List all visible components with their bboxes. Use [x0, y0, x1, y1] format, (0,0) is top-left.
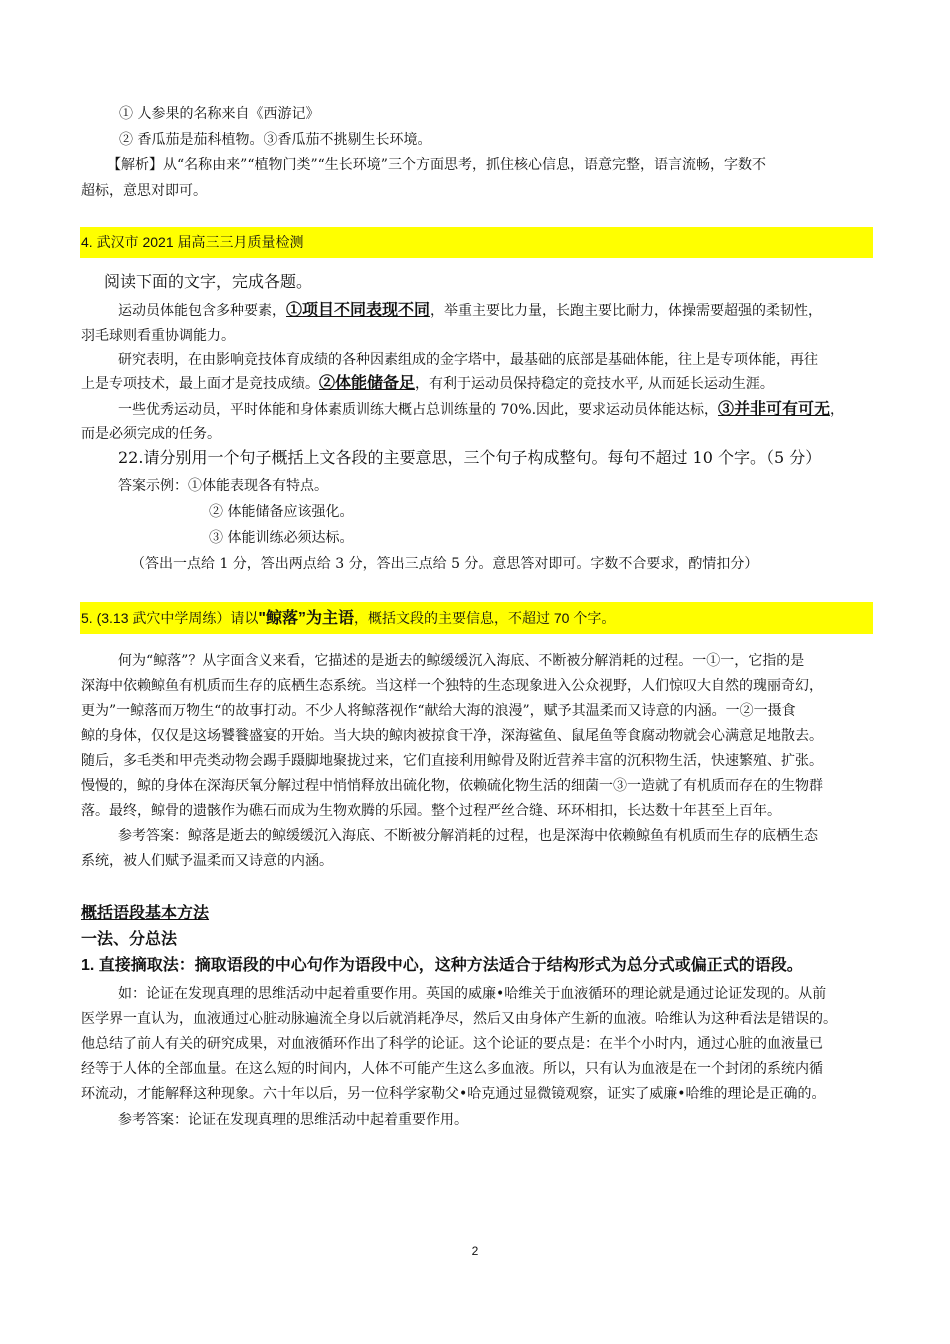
- page-number: 2: [471, 1244, 479, 1258]
- q4-para1-line2: 羽毛球则看重协调能力。: [81, 328, 235, 344]
- q4-para1-text-a: 运动员体能包含多种要素，: [118, 303, 286, 319]
- q5-heading: [81, 603, 615, 634]
- method-subtitle: 一法、分总法: [81, 931, 178, 948]
- answer-line-1: ① 人参果的名称来自《西游记》: [119, 106, 320, 122]
- q4-answer-1: 答案示例：①体能表现各有特点。: [118, 478, 328, 494]
- method-example-line-4: 经等于人体的全部血量。在这么短的时间内，人体不可能产生这么多血液。所以，只有认为血液是在一个封闭的系统内循: [81, 1061, 823, 1077]
- method-example-line-2: 医学界一直认为，血液通过心脏动脉遍流全身以后就消耗净尽，然后又由身体产生新的血液。哈维认为这种看法是错误的。: [81, 1011, 837, 1027]
- q4-blank-3: ③并非可有可无: [718, 401, 831, 418]
- q5-passage-line-4: 鲸的身体，仅仅是这场饕餮盛宴的开始。当大块的鲸肉被掠食干净，深海鲨鱼、鼠尾鱼等食腐动物就会心满意足地散去。: [81, 728, 823, 744]
- q5-passage-line-5: 随后，多毛类和甲壳类动物会踢手蹑脚地聚拢过来，它们直接利用鲸骨及附近营养丰富的沉积物生活，快速繁殖、扩张。: [81, 753, 823, 769]
- q5-passage-line-6: 慢慢的，鲸的身体在深海厌氧分解过程中悄悄释放出硫化物，依赖硫化物生活的细菌一③一造就了有机质而存在的生物群: [81, 778, 823, 794]
- q5-passage-line-3: 更为”一鲸落而万物生“的故事打动。不少人将鲸落视作“献给大海的浪漫”，赋予其温柔而又诗意的内涵。一②一摄食: [81, 703, 796, 719]
- q5-answer-line-2: 系统，被人们赋予温柔而又诗意的内涵。: [81, 853, 333, 869]
- method-example-line-3: 他总结了前人有关的研究成果，对血液循环作出了科学的论证。这个论证的要点是：在半个小时内，通过心脏的血液量已: [81, 1036, 823, 1052]
- q4-blank-2: ②体能储备足: [319, 375, 416, 392]
- q4-heading: 4. 武汉市 2021 届高三三月质量检测: [81, 234, 304, 250]
- method-answer: 参考答案：论证在发现真理的思维活动中起着重要作用。: [118, 1112, 468, 1128]
- q5-answer-line-1: 参考答案：鲸落是逝去的鲸缓缓沉入海底、不断被分解消耗的过程，也是深海中依赖鲸鱼有机质而生存的底栖生态: [118, 828, 818, 844]
- q5-passage-line-1: 何为“鲸落”？从字面含义来看，它描述的是逝去的鲸缓缓沉入海底、不断被分解消耗的过程。一①一，它指的是: [118, 653, 805, 669]
- q5-heading-subject: "鲸落”为主语: [258, 610, 354, 627]
- q4-answer-3: ③ 体能训练必须达标。: [209, 530, 354, 546]
- analysis-line-1: 【解析】从“名称由来”“植物门类”“生长环境”三个方面思考，抓住核心信息，语意完整，语言流畅，字数不: [107, 157, 766, 173]
- analysis-line-2: 超标，意思对即可。: [81, 183, 207, 199]
- q5-passage-line-7: 落。最终，鲸骨的遗骸作为礁石而成为生物欢腾的乐园。整个过程严丝合缝、环环相扣，长达数十年甚至上百年。: [81, 803, 781, 819]
- q4-para3-line1: [118, 400, 844, 420]
- q4-para1-line1: [118, 301, 822, 321]
- q4-para3-line2: 而是必须完成的任务。: [81, 426, 221, 442]
- answer-line-2: ② 香瓜茄是茄科植物。③香瓜茄不挑剔生长环境。: [119, 132, 432, 148]
- q5-heading-text-c: ，概括文段的主要信息，不超过 70 个字。: [353, 610, 616, 626]
- q5-heading-text-a: 5. (3.13 武穴中学周练）请以: [81, 610, 259, 626]
- q4-para2-text-c: ，有利于运动员保持稳定的竞技水平, 从而延长运动生涯。: [415, 376, 774, 392]
- q4-para2-line2: [81, 374, 774, 394]
- q4-question: 22.请分别用一个句子概括上文各段的主要意思，三个句子构成整句。每句不超过 10 个字。（5 分）: [118, 448, 822, 467]
- q5-passage-line-2: 深海中依赖鲸鱼有机质而生存的底栖生态系统。当这样一个独特的生态现象进入公众视野，人们惊叹大自然的瑰丽奇幻，: [81, 678, 823, 694]
- q4-answer-2: ② 体能储备应该强化。: [209, 504, 354, 520]
- q4-para3-text-a: 一些优秀运动员，平时体能和身体素质训练大概占总训练量的 70%.因此，要求运动员体能达标，: [118, 402, 719, 418]
- q4-para3-text-b: ，: [830, 402, 845, 418]
- method-item-1: 1. 直接摘取法：摘取语段的中心句作为语段中心，这种方法适合于结构形式为总分式或偏正式的语段。: [81, 957, 803, 974]
- q4-scoring: （答出一点给 1 分，答出两点给 3 分，答出三点给 5 分。意思答对即可。字数不合要求，酌情扣分）: [131, 556, 759, 572]
- q4-para2-text-b: 上是专项技术，最上面才是竞技成绩。: [81, 376, 319, 392]
- q4-blank-1: ①项目不同表现不同: [286, 302, 431, 319]
- method-example-line-1: 如：论证在发现真理的思维活动中起着重要作用。英国的威廉•哈维关于血液循环的理论就是通过论证发现的。从前: [118, 986, 827, 1002]
- q4-para2-line1: 研究表明，在由影响竞技体育成绩的各种因素组成的金字塔中，最基础的底部是基础体能，往上是专项体能，再往: [118, 352, 818, 368]
- method-example-line-5: 环流动，才能解释这种现象。六十年以后，另一位科学家勒父•哈克通过显微镜观察，证实了威廉•哈维的理论是正确的。: [81, 1086, 826, 1102]
- q4-para1-text-b: ，举重主要比力量，长跑主要比耐力，体操需要超强的柔韧性，: [430, 303, 823, 319]
- q4-intro: 阅读下面的文字，完成各题。: [104, 272, 313, 291]
- method-title: 概括语段基本方法: [81, 905, 210, 922]
